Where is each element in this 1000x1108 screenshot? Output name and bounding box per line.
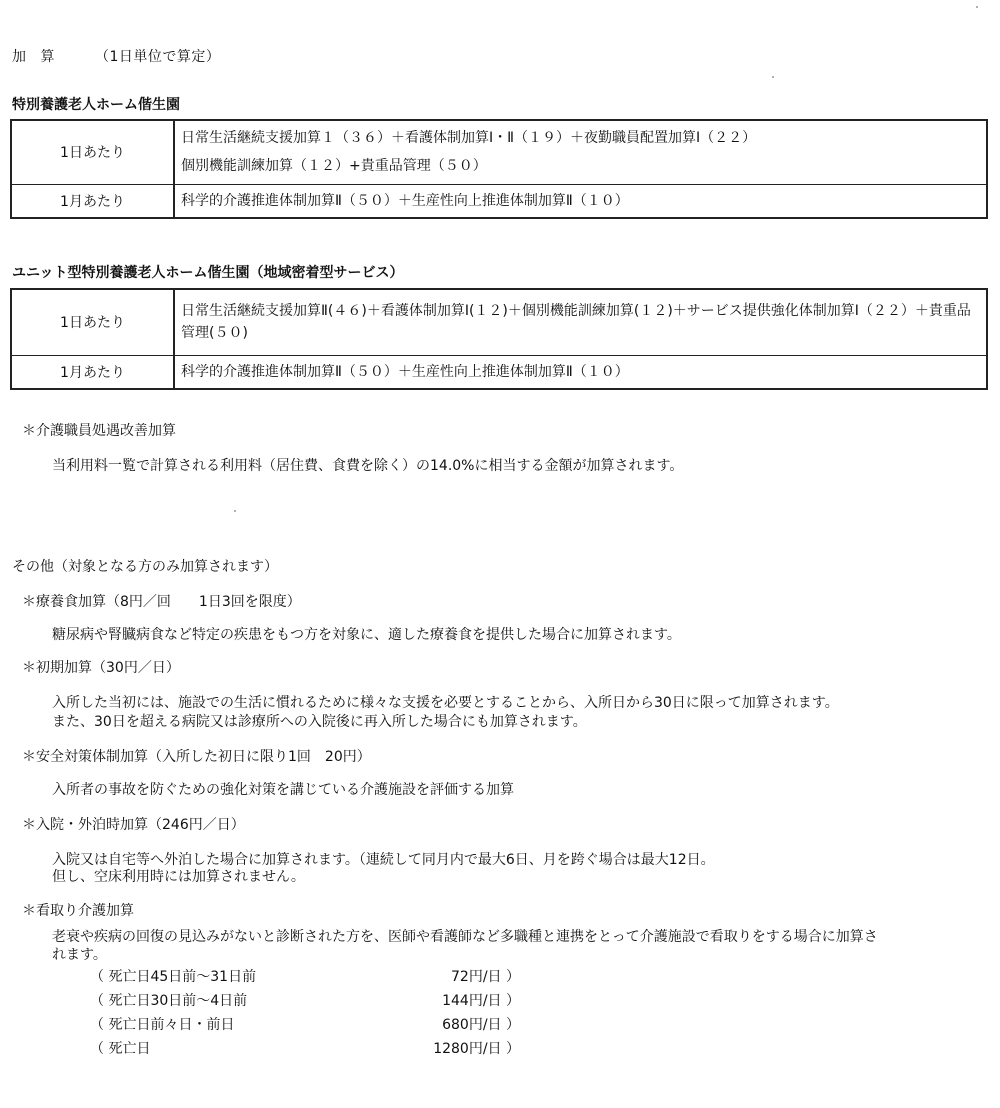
- endoflife-heading: ＊看取り介護加算: [22, 903, 134, 919]
- table-row: [11, 355, 987, 389]
- row-label: 1日あたり: [11, 289, 174, 355]
- rate-amount: 1280円/日 ）: [433, 1041, 520, 1057]
- row-content: [174, 120, 987, 184]
- treatment-text: 当利用料一覧で計算される利用料（居住費、食費を除く）の14.0%に相当する金額が加算されます。: [52, 458, 684, 474]
- other-heading: その他（対象となる方のみ加算されます）: [12, 559, 278, 575]
- rate-amount: 144円/日 ）: [442, 993, 520, 1009]
- rate-label: （ 死亡日: [90, 1041, 151, 1057]
- scan-speck: [234, 510, 236, 512]
- row-label: 1月あたり: [11, 355, 174, 389]
- row-label: 1日あたり: [11, 120, 174, 184]
- table-row: [11, 184, 987, 218]
- title-part1: 加: [12, 49, 27, 65]
- rate-label: （ 死亡日45日前～31日前: [90, 969, 257, 985]
- row-content-line: 日常生活継続支援加算１（３６）＋看護体制加算Ⅰ・Ⅱ（１９）＋夜勤職員配置加算Ⅰ（２２）: [181, 130, 757, 147]
- row-label: 1月あたり: [11, 184, 174, 218]
- row-content-line: 個別機能訓練加算（１２）+貴重品管理（５０）: [181, 158, 487, 175]
- section2-table: [10, 288, 988, 390]
- scan-speck: [976, 6, 978, 8]
- hospital-text-2: 但し、空床利用時には加算されません。: [52, 869, 305, 885]
- endoflife-text-2: れます。: [52, 947, 107, 963]
- section1-title: 特別養護老人ホーム偕生園: [12, 97, 180, 113]
- safety-heading: ＊安全対策体制加算（入所した初日に限り1回 20円）: [22, 749, 371, 765]
- safety-text: 入所者の事故を防ぐための強化対策を講じている介護施設を評価する加算: [52, 782, 514, 798]
- endoflife-text-1: 老衰や疾病の回復の見込みがないと診断された方を、医師や看護師など多職種と連携をとって介護施設で看取りをする場合に加算さ: [52, 929, 878, 945]
- title-note: （1日単位で算定）: [95, 49, 221, 65]
- title-part2: 算: [40, 49, 55, 65]
- row-content: 日常生活継続支援加算Ⅱ(４６)＋看護体制加算Ⅰ(１２)＋個別機能訓練加算(１２)＋サービス提供強化体制加算Ⅰ（２２）＋貴重品管理(５０): [174, 289, 987, 355]
- rate-label: （ 死亡日30日前～4日前: [90, 993, 248, 1009]
- meal-text: 糖尿病や腎臓病食など特定の疾患をもつ方を対象に、適した療養食を提供した場合に加算されます。: [52, 627, 681, 643]
- initial-text-2: また、30日を超える病院又は診療所への入院後に再入所した場合にも加算されます。: [52, 714, 587, 730]
- section1-table: [10, 119, 988, 219]
- section2-title: ユニット型特別養護老人ホーム偕生園（地域密着型サービス）: [12, 265, 404, 281]
- row-content: 科学的介護推進体制加算Ⅱ（５０）＋生産性向上推進体制加算Ⅱ（１０）: [174, 184, 987, 218]
- table-row: [11, 289, 987, 355]
- initial-heading: ＊初期加算（30円／日）: [22, 660, 180, 676]
- rate-label: （ 死亡日前々日・前日: [90, 1017, 235, 1033]
- page-title: [12, 46, 220, 66]
- rate-amount: 680円/日 ）: [442, 1017, 520, 1033]
- rate-amount: 72円/日 ）: [451, 969, 520, 985]
- hospital-text-1: 入院又は自宅等へ外泊した場合に加算されます。（連続して同月内で最大6日、月を跨ぐ場合は最大12日。: [52, 852, 715, 868]
- table-row: [11, 120, 987, 184]
- hospital-heading: ＊入院・外泊時加算（246円／日）: [22, 817, 245, 833]
- scan-speck: [772, 76, 774, 78]
- initial-text-1: 入所した当初には、施設での生活に慣れるために様々な支援を必要とすることから、入所日から30日に限って加算されます。: [52, 695, 839, 711]
- row-content: 科学的介護推進体制加算Ⅱ（５０）＋生産性向上推進体制加算Ⅱ（１０）: [174, 355, 987, 389]
- meal-heading: ＊療養食加算（8円／回 1日3回を限度）: [22, 594, 301, 610]
- treatment-heading: ＊介護職員処遇改善加算: [22, 423, 176, 439]
